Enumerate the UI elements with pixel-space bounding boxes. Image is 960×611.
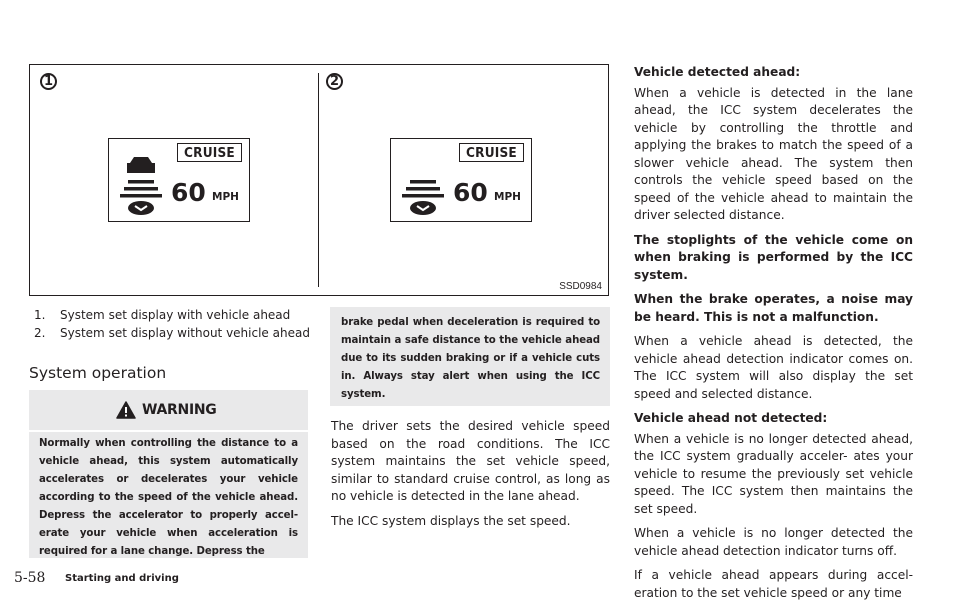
display-panel-with-vehicle [108, 138, 250, 222]
warning-body-part2: brake pedal when deceleration is required to maintain a safe distance to the vehicle ahead due to its sudden braking or if a vehicle cuts in. Always stay alert when using the ICC system. [330, 307, 610, 406]
warning-header [29, 390, 308, 430]
caption-text: System set display with vehicle ahead [60, 308, 291, 322]
set-speed-value: 60 [171, 178, 206, 207]
cruise-indicator: CRUISE [459, 143, 524, 162]
callout-marker-2: 2 [326, 73, 343, 90]
column-3-text [634, 64, 913, 609]
vehicle-ahead-icon [115, 149, 167, 221]
paragraph: When a vehicle is no longer detected ahead, the ICC system gradually acceler- ates your vehicle to resume the previously set vehicle speed. The ICC system then maintains the set speed. [634, 431, 913, 516]
page-number: 5-58 [14, 570, 46, 586]
subheading-vehicle-detected: Vehicle detected ahead: [634, 65, 801, 79]
figure-captions [34, 307, 310, 342]
distance-bars-icon [397, 149, 449, 221]
paragraph: The driver sets the desired vehicle speed based on the road conditions. The ICC system maintains the set vehicle speed, similar to standard cruise control, as long as no vehicle is detected in the lane ahead. [331, 419, 610, 503]
set-speed-value: 60 [453, 178, 488, 207]
warning-triangle-icon [116, 401, 136, 419]
cruise-indicator: CRUISE [177, 143, 242, 162]
display-panel-without-vehicle [390, 138, 532, 222]
figure-ssd0984 [29, 64, 609, 296]
section-heading: System operation [29, 364, 167, 382]
paragraph: When a vehicle ahead is detected, the vehicle ahead detection indicator comes on. The ICC system will also display the set speed and selected distance. [634, 334, 913, 401]
caption-text: System set display without vehicle ahead [60, 326, 310, 340]
speed-unit: MPH [494, 191, 521, 203]
warning-body-part1: Normally when controlling the distance to a vehicle ahead, this system automatically accelerates or decelerates your vehicle according to the speed of the vehicle ahead. Depress the accelerator to properly accel- erate your vehicle when acceleration is required for a lane change. Depress the [29, 432, 308, 558]
figure-divider [318, 73, 319, 287]
paragraph: When a vehicle is no longer detected the vehicle ahead detection indicator turns off. [634, 526, 913, 558]
paragraph: The ICC system displays the set speed. [331, 513, 571, 528]
caption-number: 1. [34, 308, 46, 322]
caption-item [34, 307, 310, 324]
paragraph: When a vehicle is detected in the lane ahead, the ICC system decelerates the vehicle by controlling the throttle and applying the brakes to match the speed of a slower vehicle ahead. The system then controls the vehicle speed based on the speed of the vehicle ahead to maintain the driver selected distance. [634, 85, 913, 222]
caption-number: 2. [34, 326, 46, 340]
callout-marker-1: 1 [40, 73, 57, 90]
caption-item [34, 325, 310, 342]
paragraph: If a vehicle ahead appears during accel- eration to the set vehicle speed or any time [634, 568, 913, 600]
subheading-vehicle-not-detected: Vehicle ahead not detected: [634, 411, 828, 425]
column-2-text [331, 418, 610, 530]
speed-unit: MPH [212, 191, 239, 203]
figure-code: SSD0984 [559, 281, 602, 292]
warning-title: WARNING [142, 402, 217, 418]
paragraph-bold: The stoplights of the vehicle come on when braking is performed by the ICC system. [634, 232, 913, 282]
section-name: Starting and driving [65, 573, 179, 584]
paragraph-bold: When the brake operates, a noise may be heard. This is not a malfunction. [634, 292, 913, 324]
